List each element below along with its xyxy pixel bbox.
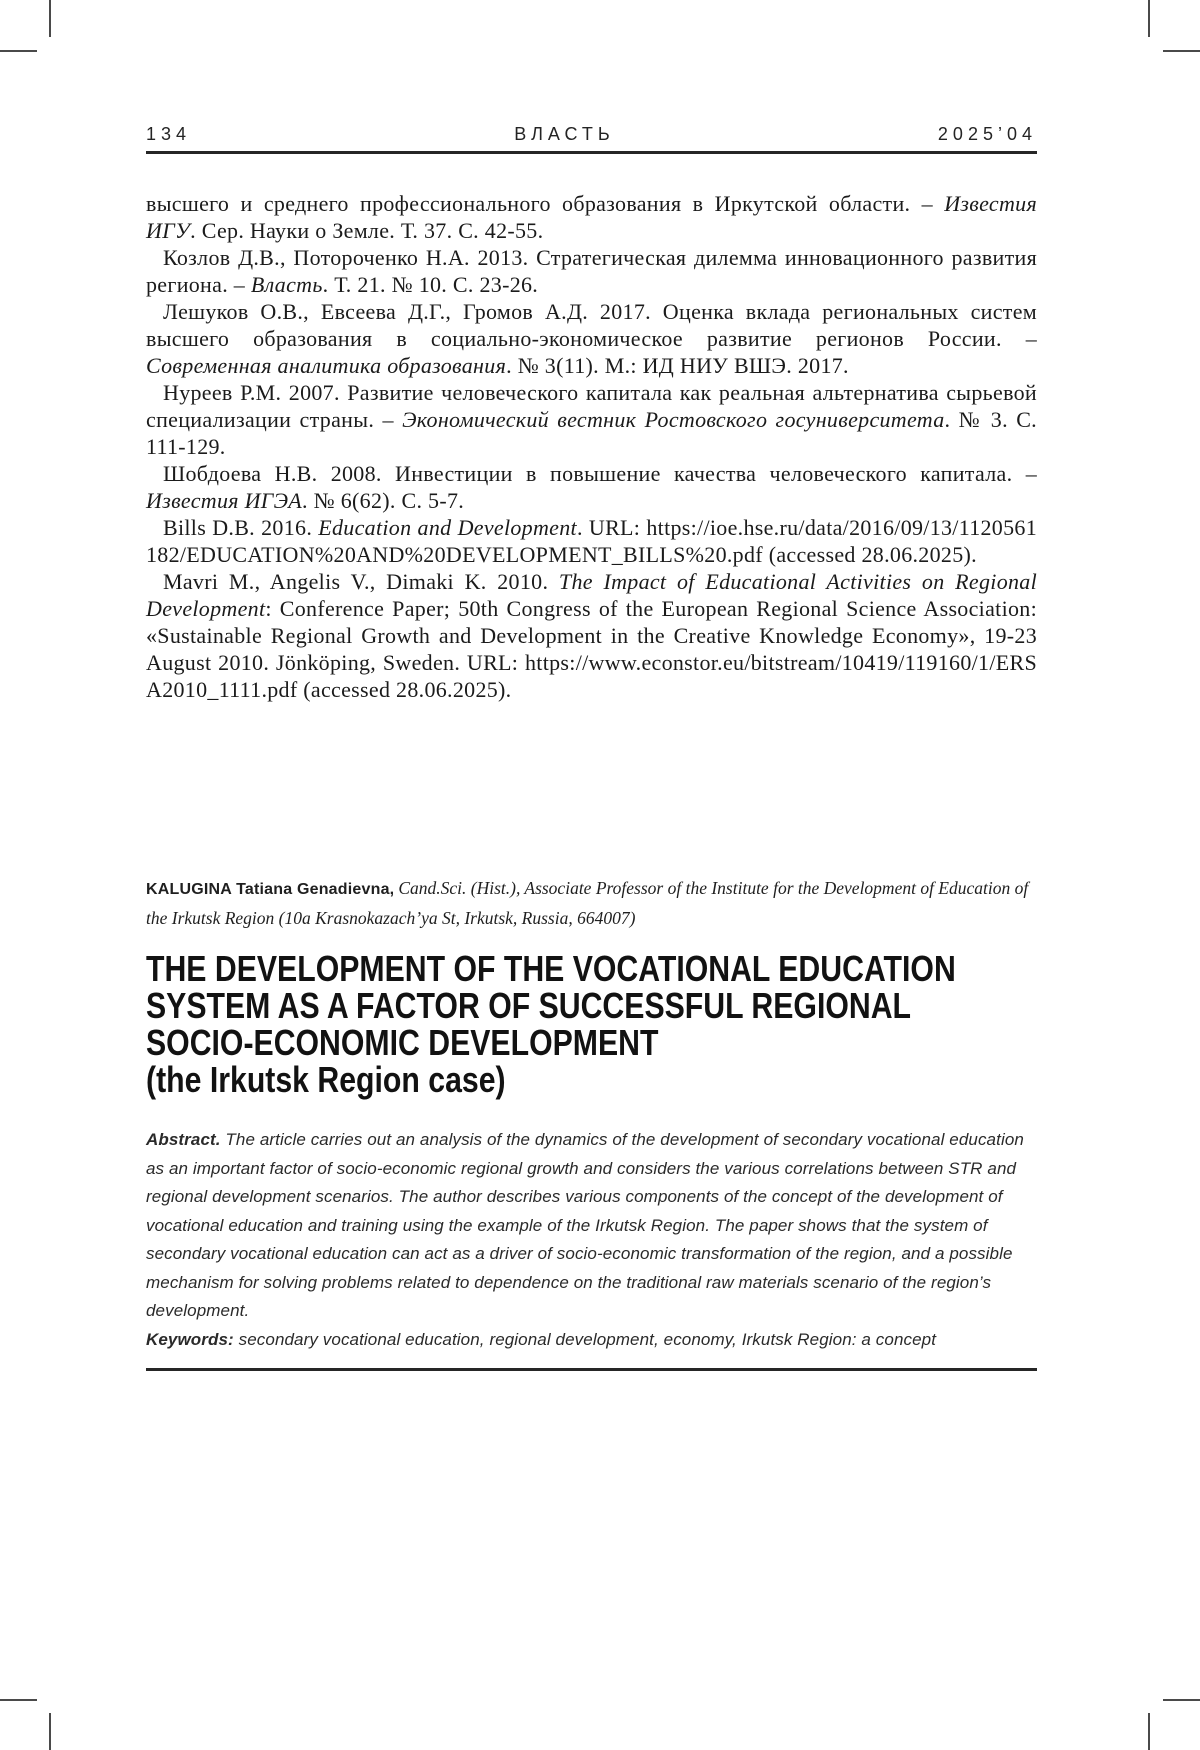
reference-text-run: . Т. 21. № 10. С. 23-26. [322, 272, 539, 297]
references-list [146, 190, 1037, 703]
reference-text-run: Mavri M., Angelis V., Dimaki K. 2010. [163, 569, 559, 594]
reference-text-run: . URL: [576, 515, 647, 540]
reference-text-run: The Impact of Educational Activities on Regional Development [146, 569, 1038, 621]
reference-text-run: Известия ИГЭА [146, 488, 303, 513]
crop-mark-bottom-right-vertical [1148, 1713, 1150, 1750]
reference-url: https://ioe.hse.ru/data/2016/09/13/1120561182/EDUCATION%20AND%20DEVELOPMENT_BILLS%20.pdf [146, 515, 1037, 567]
author-block [146, 874, 1037, 934]
issue-number: 2025’04 [937, 124, 1037, 144]
reference-item [146, 460, 1037, 514]
crop-mark-top-right-vertical [1148, 0, 1150, 37]
reference-text-run: . № 6(62). С. 5-7. [302, 488, 465, 513]
crop-mark-top-left-horizontal [0, 50, 37, 52]
reference-item [146, 190, 1037, 244]
article-title-line: SYSTEM AS A FACTOR OF SUCCESSFUL REGIONAL [146, 985, 912, 1026]
reference-item [146, 298, 1037, 379]
reference-text-run: . Сер. Науки о Земле. Т. 37. С. 42-55. [190, 218, 544, 243]
article-title-line: (the Irkutsk Region case) [146, 1059, 506, 1100]
page-number: 134 [146, 124, 192, 144]
reference-text-run: Шобдоева Н.В. 2008. Инвестиции в повышение качества человеческого капитала. – [163, 461, 1037, 486]
reference-text-run: Лешуков О.В., Евсеева Д.Г., Громов А.Д. 2017. Оценка вклада региональных систем высшего образования в социально-экономическое развитие регионов России. – [146, 299, 1037, 351]
reference-text-run: (accessed 28.06.2025). [762, 542, 977, 567]
footer-rule [146, 1368, 1037, 1371]
reference-text-run: Экономический вестник Ростовского госуниверситета [402, 407, 945, 432]
author-details: Cand.Sci. (Hist.), Associate Professor of the Institute for the Development of Education of the Irkutsk Region (10a Krasnokazach’ya St, Irkutsk, Russia, 664007) [146, 878, 1029, 928]
journal-title: ВЛАСТЬ [514, 124, 615, 144]
crop-mark-top-left-vertical [49, 0, 51, 37]
reference-text-run: Education and Development [318, 515, 577, 540]
reference-item [146, 514, 1037, 568]
reference-text-run: Козлов Д.В., Потороченко Н.А. 2013. Стратегическая дилемма инновационного развития региона. – [146, 245, 1037, 297]
reference-item [146, 244, 1037, 298]
abstract-text: The article carries out an analysis of the dynamics of the development of secondary vocational education as an important factor of socio-economic regional growth and considers the various correlations between STR and regional development scenarios. The author describes various components of the concept of the development of vocational education and training using the example of the Irkutsk Region. The paper shows that the system of secondary vocational education can act as a driver of socio-economic transformation of the region, and a possible mechanism for solving problems related to dependence on the traditional raw materials scenario of the region’s development. [146, 1130, 1024, 1320]
reference-text-run: высшего и среднего профессионального образования в Иркутской области. – [146, 191, 945, 216]
reference-text-run: Bills D.B. 2016. [163, 515, 319, 540]
reference-text-run: Известия ИГУ [146, 191, 1037, 243]
abstract-block [146, 1126, 1037, 1354]
reference-item [146, 379, 1037, 460]
reference-text-run: . № 3(11). М.: ИД НИУ ВШЭ. 2017. [506, 353, 849, 378]
reference-text-run: : Conference Paper; 50th Congress of the European Regional Science Association: «Sustainable Regional Growth and Development in the Creative Knowledge Economy», 19-23 August 2010. Jönköping, Sweden. URL: [146, 596, 1037, 675]
keywords-label: Keywords: [146, 1329, 234, 1349]
article-title-line: THE DEVELOPMENT OF THE VOCATIONAL EDUCATION [146, 948, 956, 989]
reference-text-run: Нуреев Р.М. 2007. Развитие человеческого капитала как реальная альтернатива сырьевой специализации страны. – [146, 380, 1037, 432]
abstract-paragraph [146, 1126, 1037, 1326]
article-title-line: SOCIO-ECONOMIC DEVELOPMENT [146, 1022, 659, 1063]
author-name: KALUGINA Tatiana Genadievna, [146, 881, 395, 898]
crop-mark-bottom-right-horizontal [1163, 1699, 1200, 1701]
reference-item [146, 568, 1037, 703]
keywords-paragraph [146, 1326, 1037, 1355]
crop-mark-top-right-horizontal [1163, 50, 1200, 52]
reference-text-run: Власть [250, 272, 323, 297]
article-title [146, 950, 1196, 1098]
running-head [146, 124, 1037, 145]
reference-url: https://www.econstor.eu/bitstream/10419/119160/1/ERSA2010_1111.pdf [146, 650, 1037, 702]
reference-text-run: (accessed 28.06.2025). [297, 677, 512, 702]
abstract-label: Abstract. [146, 1130, 221, 1149]
crop-mark-bottom-left-horizontal [0, 1699, 37, 1701]
crop-mark-bottom-left-vertical [49, 1713, 51, 1750]
keywords-text: secondary vocational education, regional development, economy, Irkutsk Region: a concept [233, 1329, 937, 1349]
reference-text-run: . № 3. С. 111-129. [146, 407, 1037, 459]
reference-text-run: Современная аналитика образования [146, 353, 507, 378]
header-rule [146, 151, 1037, 154]
